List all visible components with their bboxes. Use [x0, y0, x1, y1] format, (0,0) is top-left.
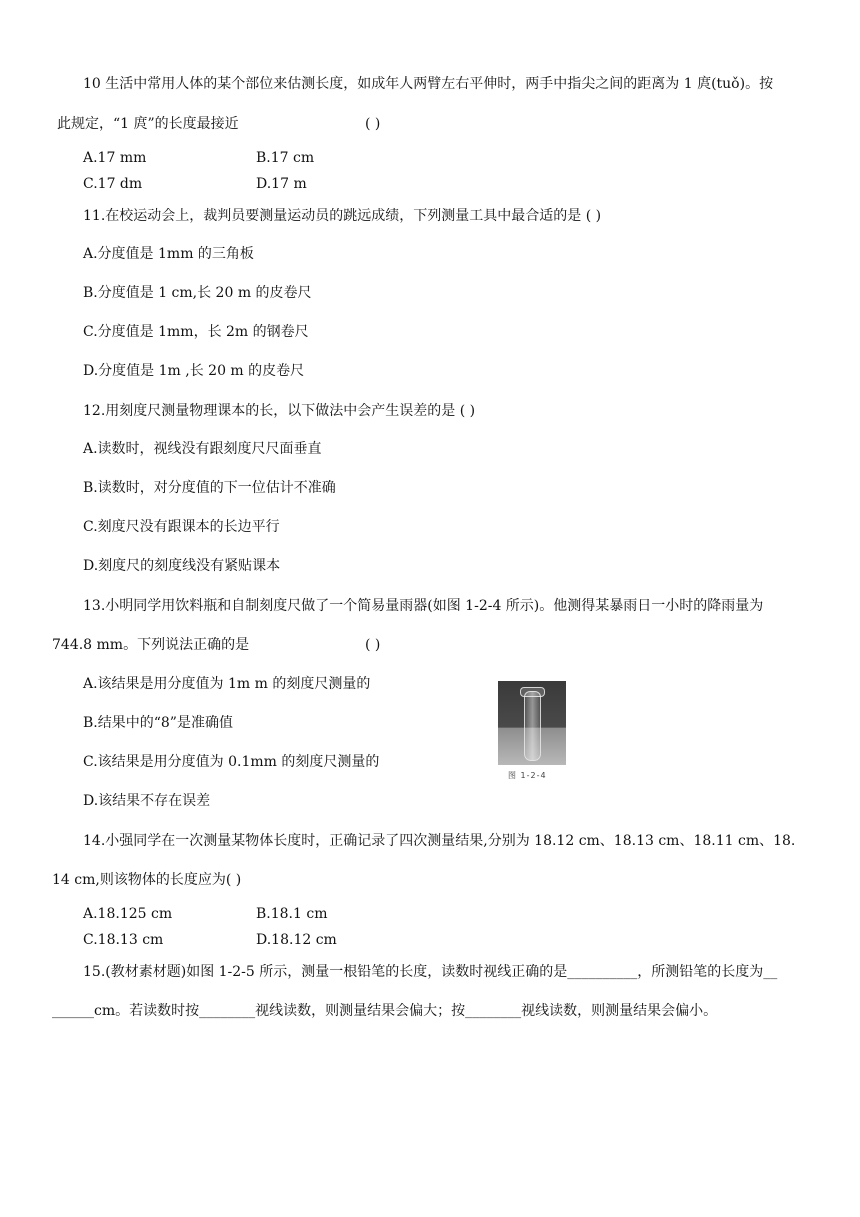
q11-option-a: A.分度值是 1mm 的三角板 — [83, 246, 254, 262]
q10-option-a: A.17 mm — [83, 150, 147, 166]
q14-stem-line2: 14 cm,则该物体的长度应为( ) — [52, 872, 242, 888]
q15-stem-line1: 15.(教材素材题)如图 1-2-5 所示，测量一根铅笔的长度，读数时视线正确的是__________，所测铅笔的长度为__ — [83, 964, 778, 980]
q12-option-a: A.读数时，视线没有跟刻度尺尺面垂直 — [83, 441, 322, 457]
q13-option-b: B.结果中的“8”是准确值 — [83, 715, 233, 731]
q13-option-c: C.该结果是用分度值为 0.1mm 的刻度尺测量的 — [83, 754, 380, 770]
q13-option-d: D.该结果不存在误差 — [83, 793, 211, 809]
rain-gauge-photo — [498, 681, 566, 765]
q14-option-a: A.18.125 cm — [83, 906, 173, 922]
q13-option-a: A.该结果是用分度值为 1m m 的刻度尺测量的 — [83, 676, 371, 692]
q10-stem-line2: 此规定，“1 庹”的长度最接近 — [57, 116, 239, 132]
q11-option-c: C.分度值是 1mm，长 2m 的钢卷尺 — [83, 324, 309, 340]
q11-stem: 11.在校运动会上，裁判员要测量运动员的跳远成绩，下列测量工具中最合适的是 ( ) — [83, 208, 602, 224]
rain-gauge-figure — [498, 681, 566, 781]
q11-option-b: B.分度值是 1 cm,长 20 m 的皮卷尺 — [83, 285, 312, 301]
q12-option-c: C.刻度尺没有跟课本的长边平行 — [83, 519, 280, 535]
q10-option-c: C.17 dm — [83, 176, 143, 192]
q14-stem-line1: 14.小强同学在一次测量某物体长度时，正确记录了四次测量结果,分别为 18.12 cm、18.13 cm、18.11 cm、18. — [83, 833, 796, 849]
q12-option-d: D.刻度尺的刻度线没有紧贴课本 — [83, 558, 281, 574]
q10-option-d: D.17 m — [256, 176, 307, 192]
q10-answer-paren: ( ) — [365, 116, 381, 132]
q11-option-d: D.分度值是 1m ,长 20 m 的皮卷尺 — [83, 363, 305, 379]
q15-stem-line2: ______cm。若读数时按________视线读数，则测量结果会偏大；按________视线读数，则测量结果会偏小。 — [52, 1003, 718, 1019]
figure-caption: 图 1-2-4 — [508, 771, 547, 780]
q13-stem-line2: 744.8 mm。下列说法正确的是 — [52, 637, 250, 653]
q10-option-b: B.17 cm — [256, 150, 315, 166]
q13-answer-paren: ( ) — [365, 637, 381, 653]
q10-stem-line1: 10 生活中常用人体的某个部位来估测长度，如成年人两臂左右平伸时，两手中指尖之间的距离为 1 庹(tuǒ)。按 — [83, 76, 774, 92]
q14-option-d: D.18.12 cm — [256, 932, 337, 948]
q14-option-c: C.18.13 cm — [83, 932, 164, 948]
q13-stem-line1: 13.小明同学用饮料瓶和自制刻度尺做了一个简易量雨器(如图 1-2-4 所示)。他测得某暴雨日一小时的降雨量为 — [83, 598, 764, 614]
bottle-cap-shape — [520, 687, 545, 697]
q12-option-b: B.读数时，对分度值的下一位估计不准确 — [83, 480, 336, 496]
q14-option-b: B.18.1 cm — [256, 906, 328, 922]
bottle-shape — [524, 691, 541, 761]
q12-stem: 12.用刻度尺测量物理课本的长，以下做法中会产生误差的是 ( ) — [83, 403, 476, 419]
